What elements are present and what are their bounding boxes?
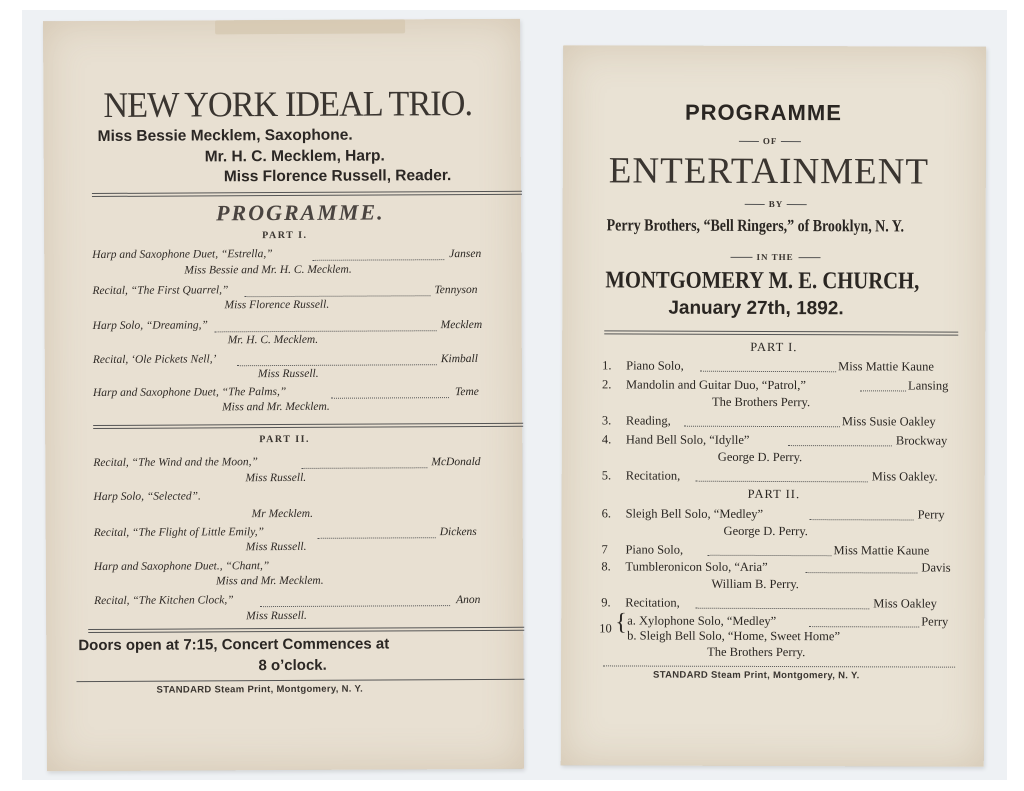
- item-6-text: Sleigh Bell Solo, “Medley”: [625, 506, 764, 521]
- item-5-number: 5.: [601, 468, 612, 483]
- item-8-composer: Davis: [921, 560, 951, 575]
- leader-dots: [788, 445, 892, 446]
- p1-item-3-performer: Mr. H. C. Mecklem.: [227, 333, 319, 347]
- item-10-performer: The Brothers Perry.: [707, 644, 806, 660]
- leader-dots: [700, 371, 836, 372]
- item-2-performer: The Brothers Perry.: [711, 394, 811, 410]
- performer-1: Miss Bessie Mecklem, Saxophone.: [97, 126, 353, 145]
- p2-item-3-composer: Dickens: [439, 525, 477, 539]
- p2-item-2-performer: Mr Mecklem.: [251, 507, 313, 521]
- p1-item-3-title: Harp Solo, “Dreaming,”: [92, 319, 208, 332]
- p1-item-5-performer: Miss and Mr. Mecklem.: [222, 400, 330, 414]
- p2-item-1-composer: McDonald: [431, 455, 481, 469]
- programme-heading: PROGRAMME: [684, 99, 842, 126]
- leader-dots: [805, 572, 917, 573]
- p1-item-4-performer: Miss Russell.: [257, 367, 319, 381]
- p1-item-4-composer: Kimball: [440, 352, 478, 366]
- leader-dots: [684, 426, 840, 428]
- ornament-line: [787, 204, 807, 205]
- leader-dots: [244, 295, 430, 297]
- leader-dots: [809, 626, 919, 627]
- divider: [92, 191, 522, 197]
- p2-item-3-performer: Miss Russell.: [245, 540, 307, 554]
- programme-heading: PROGRAMME.: [215, 199, 385, 226]
- item-10a-text: a. Xylophone Solo, “Medley”: [627, 613, 777, 629]
- p1-item-2-title: Recital, “The First Quarrel,”: [92, 284, 229, 297]
- divider: [93, 423, 523, 429]
- in-the-label: IN THE: [756, 251, 794, 263]
- doors-line-2: 8 o’clock.: [258, 656, 327, 675]
- entertainment-title: ENTERTAINMENT: [608, 150, 930, 193]
- item-1-number: 1.: [602, 358, 612, 373]
- part1-label: PART I.: [750, 339, 798, 355]
- trio-title: NEW YORK IDEAL TRIO.: [103, 83, 473, 125]
- item-2-text: Mandolin and Guitar Duo, “Patrol,”: [626, 377, 806, 393]
- divider: [88, 627, 524, 633]
- divider: [604, 330, 958, 335]
- of-label: OF: [762, 135, 778, 147]
- item-1-performer: Miss Mattie Kaune: [838, 359, 934, 374]
- item-6-performer: George D. Perry.: [723, 523, 808, 539]
- ornament-line: [799, 257, 821, 258]
- ornament-line: [731, 257, 753, 258]
- item-9-number: 9.: [601, 595, 611, 610]
- item-9-text: Recitation,: [625, 595, 680, 610]
- item-10-number: 10: [599, 621, 612, 636]
- item-1-text: Piano Solo,: [626, 358, 684, 373]
- divider: [76, 679, 524, 682]
- p2-item-3-title: Recital, “The Flight of Little Emily,”: [93, 526, 265, 539]
- item-4-number: 4.: [601, 432, 612, 447]
- p2-item-1-title: Recital, “The Wind and the Moon,”: [93, 456, 258, 469]
- event-date: January 27th, 1892.: [668, 297, 844, 320]
- p1-item-3-composer: Mecklem: [440, 318, 483, 332]
- p2-item-5-title: Recital, “The Kitchen Clock,”: [94, 594, 234, 607]
- item-7-performer: Miss Mattie Kaune: [833, 543, 930, 558]
- p1-item-1-composer: Jansen: [449, 247, 482, 261]
- p2-item-1-performer: Miss Russell.: [245, 471, 307, 485]
- p2-item-5-performer: Miss Russell.: [246, 609, 307, 623]
- leader-dots: [810, 519, 914, 520]
- printer-credit: STANDARD Steam Print, Montgomery, N. Y.: [653, 669, 860, 682]
- leader-dots: [860, 390, 906, 391]
- p1-item-1-title: Harp and Saxophone Duet, “Estrella,”: [92, 248, 273, 261]
- item-4-text: Hand Bell Solo, “Idylle”: [625, 432, 750, 447]
- p2-item-2-title: Harp Solo, “Selected”.: [93, 490, 201, 503]
- item-10a-composer: Perry: [921, 614, 949, 629]
- item-3-text: Reading,: [625, 413, 671, 428]
- p1-item-1-performer: Miss Bessie and Mr. H. C. Mecklem.: [184, 263, 352, 277]
- divider: [603, 665, 955, 667]
- leader-dots: [707, 555, 831, 556]
- part1-label: PART I.: [262, 229, 308, 242]
- performer-2: Mr. H. C. Mecklem, Harp.: [204, 147, 385, 166]
- part2-label: PART II.: [747, 486, 801, 502]
- left-programme-sheet: [43, 19, 524, 771]
- item-3-number: 3.: [601, 413, 612, 428]
- tape-mark: [215, 19, 405, 34]
- p2-item-5-composer: Anon: [456, 593, 481, 607]
- leader-dots: [696, 481, 868, 483]
- by-label: BY: [768, 198, 784, 210]
- item-3-performer: Miss Susie Oakley: [841, 414, 936, 429]
- ornament-line: [739, 141, 759, 142]
- part2-label: PART II.: [259, 433, 310, 446]
- p1-item-5-composer: Teme: [454, 385, 479, 399]
- leader-dots: [695, 608, 869, 610]
- leader-dots: [312, 259, 444, 261]
- brace: {: [615, 609, 627, 636]
- performers-line: Perry Brothers, “Bell Ringers,” of Brooklyn, N. Y.: [606, 215, 905, 236]
- item-5-text: Recitation,: [625, 468, 681, 483]
- venue: MONTGOMERY M. E. CHURCH,: [605, 267, 920, 295]
- item-2-number: 2.: [602, 377, 612, 392]
- item-7-number: 7: [601, 542, 608, 557]
- item-9-performer: Miss Oakley: [873, 596, 937, 611]
- leader-dots: [237, 364, 437, 366]
- p1-item-2-performer: Miss Florence Russell.: [224, 298, 330, 312]
- item-5-performer: Miss Oakley.: [871, 469, 938, 484]
- item-10b-text: b. Sleigh Bell Solo, “Home, Sweet Home”: [627, 628, 841, 644]
- p2-item-4-performer: Miss and Mr. Mecklem.: [215, 574, 324, 588]
- p1-item-4-title: Recital, ‘Ole Pickets Nell,’: [92, 353, 217, 366]
- item-8-performer: William B. Perry.: [711, 576, 799, 592]
- item-4-performer: George D. Perry.: [717, 449, 803, 465]
- p2-item-4-title: Harp and Saxophone Duet., “Chant,”: [93, 560, 270, 573]
- p1-item-2-composer: Tennyson: [434, 283, 478, 297]
- leader-dots: [301, 467, 427, 469]
- ornament-line: [781, 141, 801, 142]
- leader-dots: [331, 397, 449, 399]
- item-8-text: Tumbleronicon Solo, “Aria”: [625, 559, 768, 574]
- doors-line-1: Doors open at 7:15, Concert Commences at: [78, 635, 390, 655]
- item-6-composer: Perry: [917, 507, 945, 522]
- item-2-composer: Lansing: [908, 378, 949, 393]
- item-7-text: Piano Solo,: [625, 542, 684, 557]
- leader-dots: [215, 330, 437, 332]
- p1-item-5-title: Harp and Saxophone Duet, “The Palms,”: [92, 385, 287, 399]
- printer-credit: STANDARD Steam Print, Montgomery, N. Y.: [156, 683, 364, 696]
- ornament-line: [745, 204, 765, 205]
- item-8-number: 8.: [601, 559, 611, 574]
- leader-dots: [260, 605, 450, 607]
- performer-3: Miss Florence Russell, Reader.: [223, 167, 452, 186]
- leader-dots: [318, 537, 436, 539]
- right-programme-sheet: [561, 45, 987, 766]
- item-6-number: 6.: [601, 506, 612, 521]
- item-4-composer: Brockway: [895, 433, 948, 448]
